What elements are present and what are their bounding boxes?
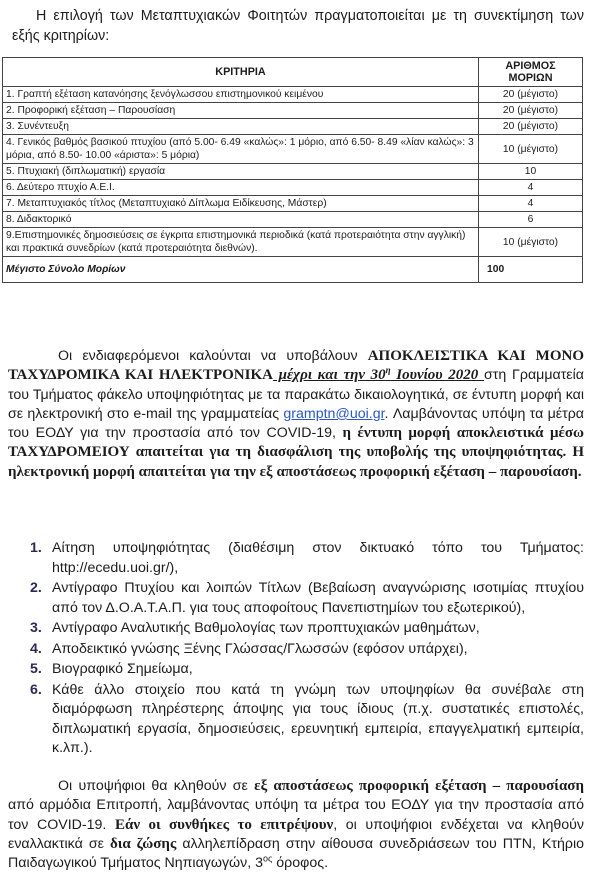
points-cell: 10 (μέγιστο): [479, 135, 583, 164]
submission-paragraph: [8, 347, 584, 482]
remote-exam-emphasis: εξ αποστάσεως προφορική εξέταση – παρουσίαση: [254, 778, 584, 794]
table-row: [3, 228, 583, 257]
points-cell: 20 (μέγιστο): [479, 103, 583, 119]
list-item: 4. Αποδεικτικό γνώσης Ξένης Γλώσσας/Γλωσσών (εφόσον υπάρχει),: [30, 640, 468, 657]
table-row: [3, 180, 583, 196]
points-cell: 4: [479, 196, 583, 212]
submission-text: στη Γραμματεία του Τμήματος φάκελο υποψηφιότητας με τα παρακάτω δικαιολογητικά, σε έντυπη μορφή και σε ηλεκτρονική στο e-mail της γραμματείας: [8, 367, 584, 422]
criterion-cell: 7. Μεταπτυχιακός τίτλος (Μεταπτυχιακό Δίπλωμα Ειδίκευσης, Μάστερ): [3, 196, 479, 212]
conditions-emphasis: Εάν οι συνθήκες το επιτρέψουν: [114, 816, 334, 833]
criterion-cell: 8. Διδακτορικό: [3, 212, 479, 228]
criteria-column-header: ΚΡΙΤΗΡΙΑ: [3, 58, 479, 87]
points-cell: 6: [479, 212, 583, 228]
table-row: [3, 135, 583, 164]
list-item: 3. Αντίγραφο Αναλυτικής Βαθμολογίας των προπτυχιακών μαθημάτων,: [30, 620, 480, 636]
points-cell: 20 (μέγιστο): [479, 87, 583, 103]
email-link[interactable]: gramptn@uoi.gr: [283, 405, 385, 422]
table-row: [3, 87, 583, 103]
criteria-table: [2, 57, 583, 283]
list-item: 2. Αντίγραφο Πτυχίου και λοιπών Τίτλων (Βεβαίωση αναγνώρισης ισοτιμίας πτυχίου από τον Δ.Ο.Α.Τ.Α.Π. για τους αποφοίτους Πανεπιστημίων του εξωτερικού),: [30, 580, 584, 616]
table-row: [3, 196, 583, 212]
table-row: [3, 164, 583, 180]
table-row: [3, 103, 583, 119]
submission-text: Οι ενδιαφερόμενοι καλούνται να υποβάλουν: [58, 348, 368, 364]
submission-text: . Λαμβάνοντας υπόψη τα μέτρα του ΕΟΔΥ για την προστασία από τον COVID-19,: [8, 405, 584, 442]
table-row: [3, 212, 583, 228]
list-item: 1. Αίτηση υποψηφιότητας (διαθέσιμη στον δικτυακό τόπο του Τμήματος: http://ecedu.uoi.gr/),: [30, 540, 584, 576]
list-item: 6. Κάθε άλλο στοιχείο που κατά τη γνώμη των υποψηφίων θα συνέβαλε στη διαμόρφωση πληρέστερης άποψης για τους ίδιους (π.χ. συστατικές επιστολές, διπλωματική εργασία, δημοσιεύσεις, ερευνητική εμπειρία, επαγγελματική εμπειρία, κ.λπ.).: [30, 681, 584, 756]
in-person-emphasis: δια ζώσης: [109, 835, 177, 852]
points-cell: 10: [479, 164, 583, 180]
exam-paragraph: Οι υποψήφιοι θα κληθούν σε εξ αποστάσεως προφορική εξέταση – παρουσίαση από αρμόδια Επιτροπή, λαμβάνοντας υπόψη τα μέτρα του ΕΟΔΥ για την προστασία από τον COVID-19. Εάν οι συνθήκες το επιτρέψουν, οι υποψήφιοι ενδέχεται να κληθούν εναλλακτικά σε δια ζώσης αλληλεπίδραση στην αίθουσα συνεδριάσεων του ΠΤΝ, Κτήριο Παιδαγωγικού Τμήματος Νηπιαγωγών, $3^{o\varsigma}$ όροφος.: [8, 778, 585, 872]
criterion-cell: 2. Προφορική εξέταση – Παρουσίαση: [3, 103, 479, 119]
table-row: [3, 119, 583, 135]
required-documents-list: [30, 539, 584, 760]
postal-requirement-emphasis: η έντυπη μορφή αποκλειστικά μέσω ΤΑΧΥΔΡΟΜΕΙΟΥ απαιτείται για τη διασφάλιση της υποβολής της υποψηφιότητας. Η ηλεκτρονική μορφή απαιτείται για την εξ αποστάσεως προφορική εξέταση – παρουσίαση.: [8, 425, 584, 480]
submission-method-emphasis: ΑΠΟΚΛΕΙΣΤΙΚΑ ΚΑΙ ΜΟΝΟ ΤΑΧΥΔΡΟΜΙΚΑ ΚΑΙ ΗΛΕΚΤΡΟΝΙΚΑ: [8, 348, 584, 384]
intro-text: Η επιλογή των Μεταπτυχιακών Φοιτητών πραγματοποιείται με τη συνεκτίμηση των εξής κριτηρίων:: [12, 8, 584, 44]
total-row: [3, 257, 583, 283]
deadline-text: μέχρι και την $30^\eta$ Ιουνίου 2020: [272, 365, 484, 384]
criterion-cell: 3. Συνέντευξη: [3, 119, 479, 135]
criterion-cell: 6. Δεύτερο πτυχίο Α.Ε.Ι.: [3, 180, 479, 196]
criterion-cell: 4. Γενικός βαθμός βασικού πτυχίου (από 5.00- 6.49 «καλώς»: 1 μόριο, από 6.50- 8.49 «λίαν καλώς»: 3 μόρια, από 8.50- 10.00 «άριστα»: 5 μόρια): [3, 135, 479, 164]
list-item: 5. Βιογραφικό Σημείωμα,: [30, 661, 193, 677]
points-column-header: ΑΡΙΘΜΟΣ ΜΟΡΙΩΝ: [479, 58, 583, 87]
total-points: 100: [479, 257, 583, 283]
table-header-row: [3, 58, 583, 87]
total-label: Μέγιστο Σύνολο Μορίων: [3, 257, 479, 283]
criterion-cell: 9.Επιστημονικές δημοσιεύσεις σε έγκριτα επιστημονικά περιοδικά (κατά προτεραιότητα στην αγγλική) και πρακτικά συνεδρίων (κατά προτεραιότητα διεθνών).: [3, 228, 479, 257]
criterion-cell: 5. Πτυχιακή (διπλωματική) εργασία: [3, 164, 479, 180]
points-cell: 20 (μέγιστο): [479, 119, 583, 135]
criterion-cell: 1. Γραπτή εξέταση κατανόησης ξενόγλωσσου επιστημονικού κειμένου: [3, 87, 479, 103]
points-cell: 10 (μέγιστο): [479, 228, 583, 257]
points-cell: 4: [479, 180, 583, 196]
